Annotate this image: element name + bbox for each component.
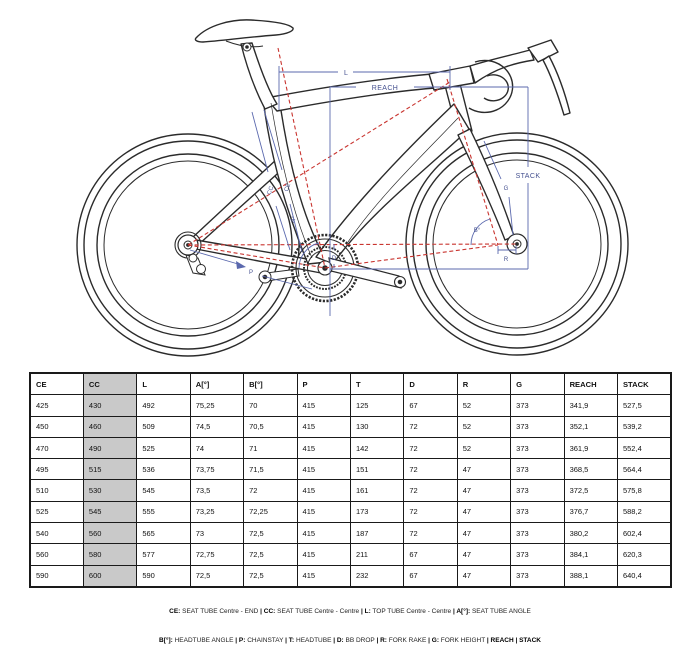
table-cell: 373 [511,544,564,565]
table-cell: 515 [83,459,136,480]
table-cell: 560 [30,544,83,565]
table-cell: 388,1 [564,565,617,587]
seat-tube [263,97,327,264]
legend-value: TOP TUBE Centre - Centre [370,608,453,615]
table-cell: 72,5 [244,565,297,587]
table-cell: 590 [30,565,83,587]
table-cell: 560 [83,523,136,544]
legend-key: | R: [376,636,387,644]
seat-cc-label: CC [266,185,276,196]
table-header-cell: A[°] [190,373,243,395]
table-header-cell: CE [30,373,83,395]
table-cell: 620,3 [617,544,671,565]
table-cell: 552,4 [617,437,671,458]
fork-rake-label: R [503,257,509,263]
table-cell: 460 [83,416,136,437]
geometry-table [29,372,672,588]
table-cell: 72 [244,480,297,501]
table-cell: 72 [404,459,457,480]
table-cell: 67 [404,565,457,587]
table-cell: 525 [137,437,190,458]
table-cell: 52 [457,437,510,458]
table-cell: 72,25 [244,501,297,522]
table-cell: 73 [190,523,243,544]
shifter-lever [543,56,570,115]
table-cell: 527,5 [617,395,671,416]
table-cell: 47 [457,565,510,587]
table-cell: 415 [297,395,350,416]
table-cell: 530 [83,480,136,501]
table-cell: 602,4 [617,523,671,544]
table-cell: 580 [83,544,136,565]
table-cell: 490 [83,437,136,458]
table-cell: 588,2 [617,501,671,522]
seatpost [241,43,277,109]
table-cell: 72 [404,523,457,544]
table-cell: 373 [511,565,564,587]
legend-key: | CC: [260,608,276,615]
table-cell: 72,5 [244,544,297,565]
table-cell: 545 [83,501,136,522]
table-row [30,395,671,416]
table-cell: 373 [511,523,564,544]
table-cell: 575,8 [617,480,671,501]
table-cell: 74,5 [190,416,243,437]
table-cell: 368,5 [564,459,617,480]
table-cell: 380,2 [564,523,617,544]
table-cell: 415 [297,459,350,480]
table-header-cell: CC [83,373,136,395]
table-cell: 525 [30,501,83,522]
legend-value: SEAT TUBE Centre - Centre [275,608,361,615]
table-header-row [30,373,671,395]
table-cell: 373 [511,480,564,501]
table-cell: 384,1 [564,544,617,565]
table-cell: 72 [404,437,457,458]
table-cell: 187 [350,523,403,544]
head-angle-label: B° [473,228,481,234]
legend-item [169,608,260,615]
seat-angle-label: A° [290,215,298,224]
table-cell: 73,25 [190,501,243,522]
table-cell: 72 [404,416,457,437]
table-cell: 492 [137,395,190,416]
table-cell: 373 [511,395,564,416]
table-cell: 47 [457,501,510,522]
table-cell: 415 [297,416,350,437]
table-cell: 71 [244,437,297,458]
seat-ce-label: CE [283,182,293,193]
table-cell: 577 [137,544,190,565]
legend-item [333,637,376,644]
table-cell: 71,5 [244,459,297,480]
table-cell: 415 [297,565,350,587]
table-cell: 430 [83,395,136,416]
table-cell: 173 [350,501,403,522]
table-cell: 232 [350,565,403,587]
table-cell: 211 [350,544,403,565]
table-cell: 352,1 [564,416,617,437]
table-cell: 415 [297,437,350,458]
table-cell: 540 [30,523,83,544]
legend-value: HEADTUBE [294,636,334,644]
table-cell: 52 [457,395,510,416]
table-cell: 372,5 [564,480,617,501]
table-row [30,480,671,501]
table-header-cell: D [404,373,457,395]
bb-drop-label: D [331,256,337,262]
table-cell: 142 [350,437,403,458]
table-cell: 67 [404,544,457,565]
stem [429,66,474,90]
table-header-cell: P [297,373,350,395]
legend-value: SEAT TUBE ANGLE [470,608,531,615]
chainstay-arrowhead [236,261,246,269]
legend-value: FORK RAKE [386,636,429,644]
table-row [30,437,671,458]
handlebar-drop-inner [484,75,508,101]
top-tube [266,73,449,111]
reach-label: REACH [371,85,399,92]
table-cell: 151 [350,459,403,480]
table-cell: 509 [137,416,190,437]
table-header-cell: B[°] [244,373,297,395]
table-cell: 52 [457,416,510,437]
table-cell: 72 [404,501,457,522]
legend-key: | A[°]: [452,608,471,615]
down-tube [316,104,469,264]
table-cell: 373 [511,437,564,458]
table-cell: 450 [30,416,83,437]
legend-item [428,637,487,644]
saddle [195,20,293,42]
table-header-cell: REACH [564,373,617,395]
table-cell: 72 [404,480,457,501]
legend-key: | T: [285,636,295,644]
table-cell: 600 [83,565,136,587]
table-row [30,459,671,480]
legend-value: BB DROP [343,636,377,644]
table-cell: 72,5 [244,523,297,544]
legend-value: HEADTUBE ANGLE [172,636,236,644]
table-cell: 415 [297,480,350,501]
table-cell: 47 [457,459,510,480]
legend-key: | D: [333,636,344,644]
table-cell: 47 [457,480,510,501]
table-cell: 373 [511,501,564,522]
table-header-cell: L [137,373,190,395]
table-cell: 47 [457,544,510,565]
table-cell: 590 [137,565,190,587]
table-cell: 74 [190,437,243,458]
top-tube-label: L [344,70,348,77]
table-cell: 555 [137,501,190,522]
table-row [30,416,671,437]
table-row [30,565,671,587]
table-cell: 161 [350,480,403,501]
table-cell: 72,75 [190,544,243,565]
table-cell: 341,9 [564,395,617,416]
legend-item [376,637,428,644]
table-cell: 545 [137,480,190,501]
table-cell: 47 [457,523,510,544]
axle-line [188,244,517,245]
table-header-cell: R [457,373,510,395]
table-row [30,544,671,565]
legend-item [487,637,541,644]
table-cell: 373 [511,416,564,437]
legend-key: B[°]: [159,636,173,644]
table-cell: 373 [511,459,564,480]
legend-line-2 [0,636,700,646]
stack-label: STACK [515,173,541,180]
legend-value: SEAT TUBE Centre - END [180,608,261,615]
table-cell: 67 [404,395,457,416]
table-header-cell: STACK [617,373,671,395]
table-cell: 510 [30,480,83,501]
table-cell: 564,4 [617,459,671,480]
legend-item [361,608,453,615]
legend-item [285,637,333,644]
legend-item [159,637,235,644]
table-cell: 130 [350,416,403,437]
table-header-cell: G [511,373,564,395]
legend-key: | P: [235,636,246,644]
table-cell: 70 [244,395,297,416]
table-cell: 376,7 [564,501,617,522]
seatstays [192,158,286,245]
table-header-cell: T [350,373,403,395]
table-cell: 565 [137,523,190,544]
measurement-lines [190,66,528,316]
legend [0,588,700,664]
legend-key: | G: [428,636,439,644]
table-cell: 470 [30,437,83,458]
table-row [30,523,671,544]
table-cell: 73,5 [190,480,243,501]
table-cell: 125 [350,395,403,416]
fork-height-label: G [503,186,509,192]
legend-value: FORK HEIGHT [439,636,487,644]
table-row [30,501,671,522]
legend-item [260,608,361,615]
table-cell: 73,75 [190,459,243,480]
table-cell: 72,5 [190,565,243,587]
table-cell: 495 [30,459,83,480]
table-cell: 415 [297,544,350,565]
legend-key: | REACH | STACK [486,636,541,644]
table-cell: 536 [137,459,190,480]
legend-key: CE: [169,608,181,615]
table-cell: 640,4 [617,565,671,587]
legend-item [453,608,531,615]
legend-line-1 [0,607,700,617]
table-cell: 361,9 [564,437,617,458]
legend-item [235,637,285,644]
table-cell: 415 [297,523,350,544]
table-cell: 70,5 [244,416,297,437]
table-cell: 415 [297,501,350,522]
table-cell: 425 [30,395,83,416]
legend-key: | L: [360,608,371,615]
table-cell: 539,2 [617,416,671,437]
chainstay-label: P [248,270,254,276]
table-cell: 75,25 [190,395,243,416]
legend-value: CHAINSTAY [245,636,286,644]
